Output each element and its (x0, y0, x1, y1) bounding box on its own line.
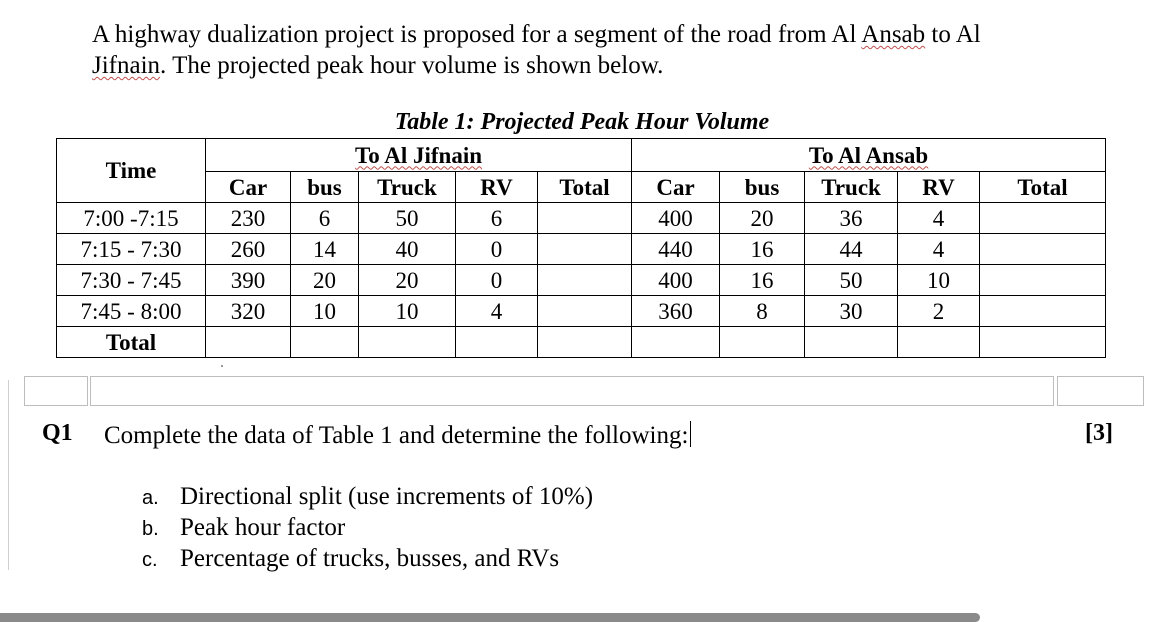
volume-cell[interactable] (538, 265, 632, 296)
volume-cell[interactable]: 20 (720, 203, 805, 234)
volume-cell[interactable]: 16 (720, 265, 805, 296)
form-field-box (24, 376, 88, 406)
total-cell[interactable] (291, 327, 359, 358)
volume-cell[interactable]: 230 (206, 203, 291, 234)
total-cell[interactable] (980, 327, 1106, 358)
question-text[interactable] (104, 421, 691, 450)
volume-cell[interactable] (538, 296, 632, 327)
direction-header-jifnain (206, 139, 632, 172)
intro-text: to Al (925, 21, 981, 48)
question-item-label: c. (142, 549, 158, 571)
volume-cell[interactable]: 14 (291, 234, 359, 265)
column-header: Truck (359, 172, 456, 203)
volume-cell[interactable]: 10 (359, 296, 456, 327)
total-cell[interactable] (898, 327, 980, 358)
intro-paragraph (92, 19, 1052, 81)
volume-cell[interactable]: 320 (206, 296, 291, 327)
volume-cell[interactable]: 260 (206, 234, 291, 265)
spellcheck-word-ansab: Ansab (861, 21, 926, 48)
table-row (57, 234, 1106, 265)
volume-cell[interactable]: 4 (898, 203, 980, 234)
direction-label: To Al Jifnain (355, 142, 482, 168)
volume-cell[interactable]: 6 (456, 203, 538, 234)
spellcheck-word-jifnain: Jifnain (92, 52, 161, 79)
horizontal-scrollbar[interactable] (0, 613, 980, 622)
table-body (57, 203, 1106, 358)
question-item-text: Percentage of trucks, busses, and RVs (180, 545, 560, 572)
volume-cell[interactable]: 360 (632, 296, 720, 327)
volume-cell[interactable] (538, 203, 632, 234)
volume-cell[interactable]: 4 (456, 296, 538, 327)
form-field-box (90, 376, 1054, 406)
volume-cell[interactable]: 2 (898, 296, 980, 327)
volume-cell[interactable]: 0 (456, 234, 538, 265)
question-item-label: a. (142, 487, 159, 509)
total-label: Total (57, 327, 206, 358)
direction-header-ansab (632, 139, 1106, 172)
total-cell[interactable] (359, 327, 456, 358)
volume-cell[interactable]: 4 (898, 234, 980, 265)
question-number: Q1 (42, 420, 73, 446)
volume-cell[interactable]: 36 (805, 203, 898, 234)
form-field-box (1057, 376, 1144, 406)
volume-cell[interactable]: 390 (206, 265, 291, 296)
volume-cell[interactable]: 30 (805, 296, 898, 327)
question-text-content: Complete the data of Table 1 and determine the following: (104, 422, 689, 449)
volume-cell[interactable]: 400 (632, 265, 720, 296)
column-header: Car (632, 172, 720, 203)
question-item-label: b. (142, 518, 159, 540)
time-cell: 7:15 - 7:30 (57, 234, 206, 265)
total-cell[interactable] (538, 327, 632, 358)
total-cell[interactable] (720, 327, 805, 358)
column-header: Car (206, 172, 291, 203)
question-item (142, 482, 593, 513)
volume-cell[interactable]: 20 (359, 265, 456, 296)
volume-cell[interactable] (980, 265, 1106, 296)
volume-cell[interactable] (538, 234, 632, 265)
column-header: Total (538, 172, 632, 203)
total-cell[interactable] (456, 327, 538, 358)
volume-cell[interactable]: 10 (898, 265, 980, 296)
column-header: bus (720, 172, 805, 203)
column-header: RV (456, 172, 538, 203)
total-cell[interactable] (632, 327, 720, 358)
time-cell: 7:30 - 7:45 (57, 265, 206, 296)
table-row (57, 265, 1106, 296)
table-row (57, 203, 1106, 234)
volume-cell[interactable]: 440 (632, 234, 720, 265)
volume-cell[interactable]: 40 (359, 234, 456, 265)
stray-mark (221, 365, 223, 367)
question-item-text: Peak hour factor (180, 514, 346, 541)
table-caption (0, 109, 1164, 136)
intro-text: A highway dualization project is proposed for a segment of the road from Al (92, 21, 862, 48)
column-header: bus (291, 172, 359, 203)
question-item-text: Directional split (use increments of 10%) (180, 483, 594, 510)
volume-cell[interactable]: 10 (291, 296, 359, 327)
total-row (57, 327, 1106, 358)
volume-cell[interactable] (980, 203, 1106, 234)
margin-line (8, 380, 9, 570)
volume-cell[interactable]: 44 (805, 234, 898, 265)
column-header: RV (898, 172, 980, 203)
question-item (142, 513, 593, 544)
question-items (142, 482, 593, 575)
volume-cell[interactable]: 6 (291, 203, 359, 234)
table-caption-text: Table 1: Projected Peak Hour Volume (394, 109, 770, 135)
column-header-row (57, 172, 1106, 203)
volume-cell[interactable] (980, 296, 1106, 327)
total-cell[interactable] (805, 327, 898, 358)
column-header: Total (980, 172, 1106, 203)
time-header: Time (57, 139, 206, 203)
volume-cell[interactable]: 8 (720, 296, 805, 327)
volume-table (56, 138, 1106, 358)
question-marks: [3] (1085, 420, 1113, 446)
volume-cell[interactable]: 16 (720, 234, 805, 265)
intro-text: . The projected peak hour volume is shown below. (160, 52, 664, 79)
column-header: Truck (805, 172, 898, 203)
volume-cell[interactable]: 0 (456, 265, 538, 296)
table-row (57, 296, 1106, 327)
volume-cell[interactable] (980, 234, 1106, 265)
question-item (142, 544, 593, 575)
total-cell[interactable] (206, 327, 291, 358)
time-cell: 7:45 - 8:00 (57, 296, 206, 327)
volume-cell[interactable]: 50 (805, 265, 898, 296)
volume-cell[interactable]: 400 (632, 203, 720, 234)
text-cursor (690, 421, 691, 447)
volume-cell[interactable]: 20 (291, 265, 359, 296)
volume-cell[interactable]: 50 (359, 203, 456, 234)
direction-label: To Al Ansab (808, 142, 929, 168)
time-cell: 7:00 -7:15 (57, 203, 206, 234)
